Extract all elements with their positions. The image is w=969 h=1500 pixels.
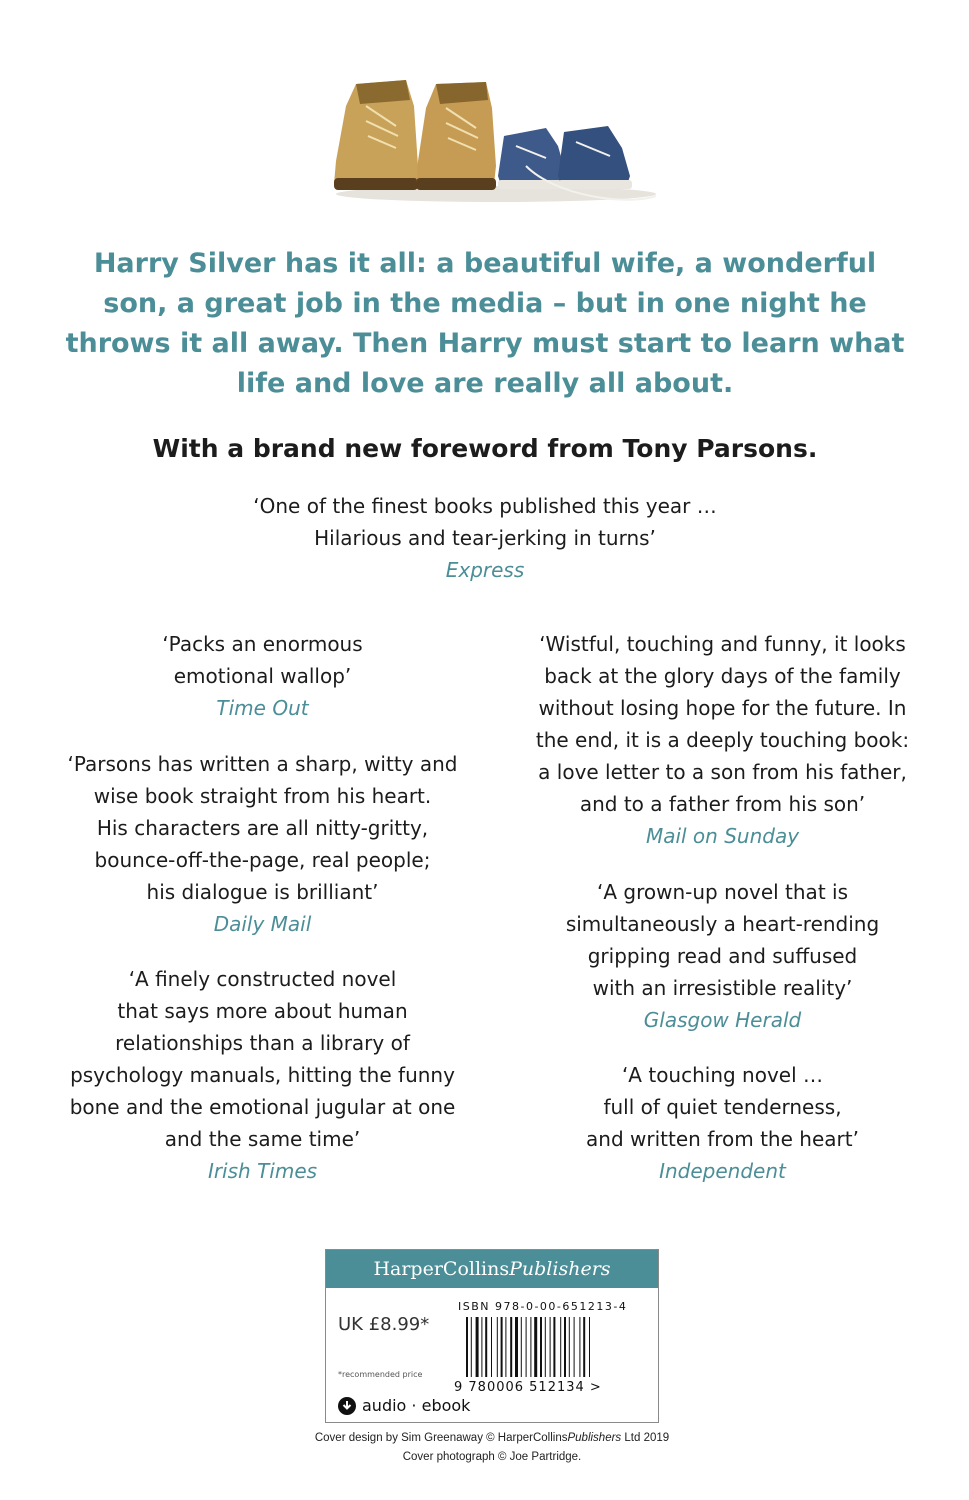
barcode-bar <box>505 1317 506 1377</box>
barcode-bar <box>534 1317 537 1377</box>
barcode-bar <box>530 1317 531 1377</box>
barcode-bar <box>574 1317 575 1377</box>
publisher-banner <box>326 1250 658 1288</box>
publisher-name-italic: Publishers <box>509 1258 611 1280</box>
barcode-bar <box>545 1317 546 1377</box>
publisher-name: HarperCollins <box>373 1258 510 1280</box>
barcode-bar <box>510 1317 512 1377</box>
quote-source: Independent <box>659 1159 786 1183</box>
quote-source: Express <box>445 558 525 582</box>
barcode <box>466 1317 626 1387</box>
formats <box>338 1396 470 1415</box>
barcode-bar <box>471 1317 472 1377</box>
quote-text: ‘Packs an enormous emotional wallop’ <box>162 632 363 688</box>
barcode-bar <box>569 1317 570 1377</box>
quote-source: Glasgow Herald <box>643 1008 802 1032</box>
barcode-bar <box>550 1317 551 1377</box>
quote-glasgow-herald <box>510 876 935 1036</box>
barcode-bar <box>501 1317 503 1377</box>
quote-source: Mail on Sunday <box>645 824 800 848</box>
boots-and-sneakers-illustration <box>326 66 662 206</box>
barcode-digits: 9 780006 512134 > <box>454 1380 602 1395</box>
quote-source: Irish Times <box>207 1159 318 1183</box>
credit-design-suffix: Ltd 2019 <box>621 1432 670 1444</box>
quote-text: ‘A touching novel … full of quiet tenderness, and written from the heart’ <box>586 1063 859 1151</box>
quote-source: Daily Mail <box>213 912 312 936</box>
quote-irish-times <box>50 963 475 1187</box>
barcode-bar <box>560 1317 561 1377</box>
barcode-bar <box>521 1317 522 1377</box>
barcode-bar <box>583 1317 585 1377</box>
barcode-bar <box>485 1317 487 1377</box>
quote-text: ‘A grown-up novel that is simultaneously a heart-rending gripping read and suffused with an irresistible reality’ <box>565 880 880 1000</box>
quote-text: ‘Parsons has written a sharp, witty and wise book straight from his heart. His characters are all nitty-gritty, bounce-off-the-page, real people; his dialogue is brilliant’ <box>67 752 458 904</box>
formats-label: audio · ebook <box>362 1396 471 1415</box>
credit-design: Cover design by Sim Greenaway © HarperCollins <box>314 1432 568 1444</box>
quote-text: ‘Wistful, touching and funny, it looks back at the glory days of the family without losing hope for the future. In the end, it is a deeply touching book: a love letter to a son from his father, and to a father from his son’ <box>535 632 910 816</box>
blurb: Harry Silver has it all: a beautiful wife, a wonderful son, a great job in the media – but in one night he throws it all away. Then Harry must start to learn what life and love are really all about. <box>65 248 905 399</box>
quote-text: ‘A finely constructed novel that says more about human relationships than a library of psychology manuals, hitting the funny bone and the emotional jugular at one and the same time’ <box>69 967 456 1151</box>
barcode-bar <box>497 1317 498 1377</box>
isbn: ISBN 978-0-00-651213-4 <box>458 1300 628 1313</box>
download-icon <box>338 1397 356 1415</box>
quote-independent <box>510 1059 935 1187</box>
quote-time-out <box>50 628 475 724</box>
recommended-price-note: *recommended price <box>338 1370 423 1379</box>
quote-express <box>185 490 785 586</box>
price: UK £8.99* <box>338 1314 430 1335</box>
barcode-bar <box>579 1317 580 1377</box>
barcode-bar <box>491 1317 492 1377</box>
barcode-bar <box>564 1317 566 1377</box>
barcode-bar <box>481 1317 482 1377</box>
credit-design-italic: Publishers <box>567 1432 622 1444</box>
barcode-bar <box>540 1317 542 1377</box>
credit-photo: Cover photograph © Joe Partridge. <box>402 1451 582 1463</box>
barcode-bar <box>526 1317 527 1377</box>
barcode-bar <box>476 1317 479 1377</box>
quote-text: ‘One of the finest books published this year … Hilarious and tear-jerking in turns’ <box>253 494 717 550</box>
quote-daily-mail <box>50 748 475 940</box>
cover-credits <box>300 1429 684 1467</box>
barcode-bar <box>515 1317 518 1377</box>
barcode-bar <box>466 1317 468 1377</box>
barcode-bar <box>553 1317 555 1377</box>
quote-mail-on-sunday <box>510 628 935 852</box>
foreword-note: With a brand new foreword from Tony Parsons. <box>152 434 818 463</box>
barcode-panel <box>325 1249 659 1423</box>
quote-source: Time Out <box>216 696 309 720</box>
barcode-bar <box>589 1317 590 1377</box>
